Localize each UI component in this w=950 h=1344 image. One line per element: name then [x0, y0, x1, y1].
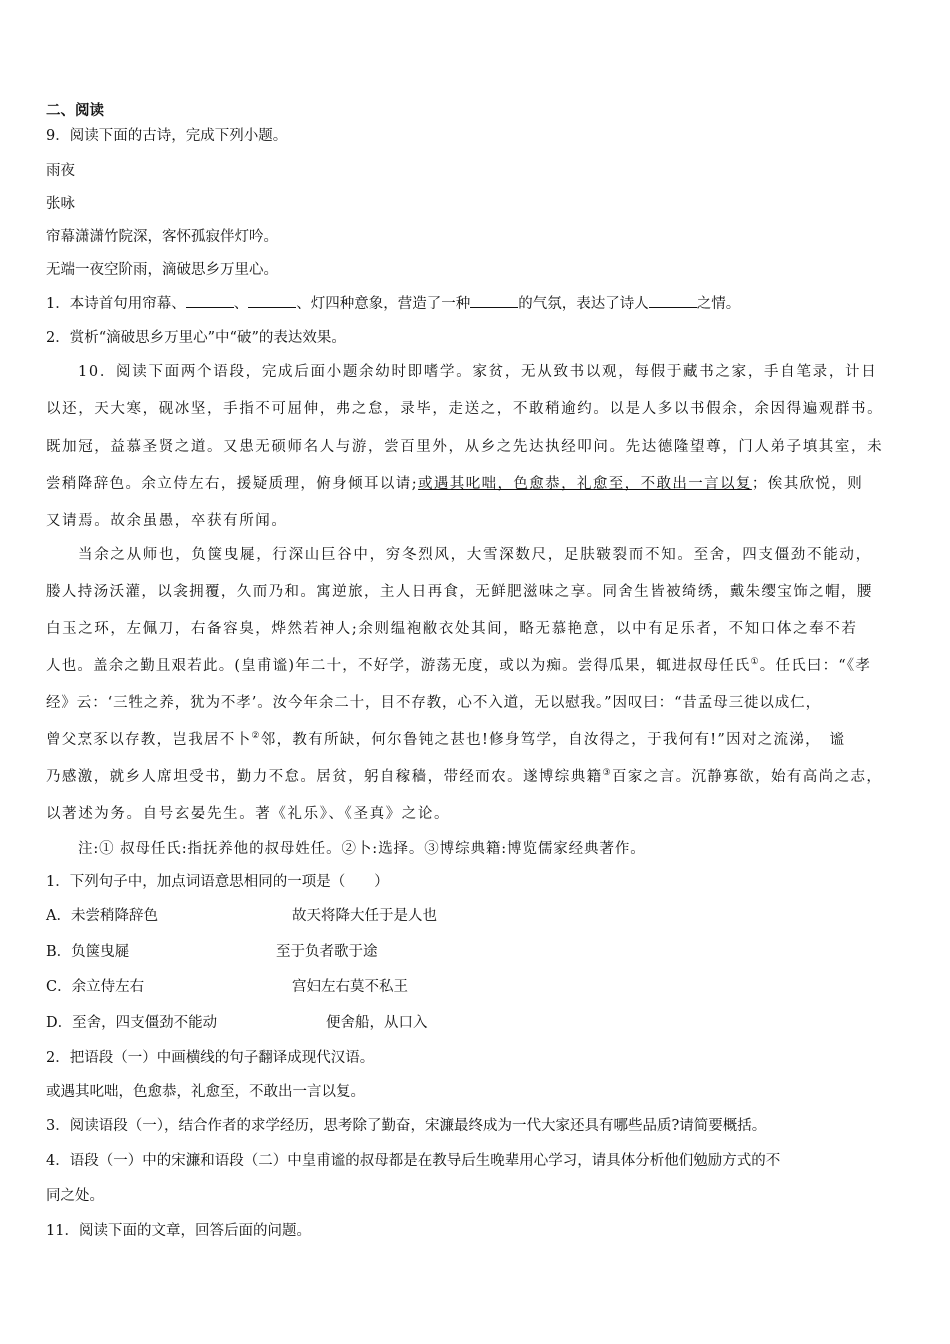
option-c-left: C．余立侍左右	[46, 979, 145, 995]
text: 10．阅读下面两个语段，完成后面小题余幼时即嗜学。家贫，无从致书以观，每假于藏书之家，手自笔录，计日	[78, 364, 878, 380]
answer-blank[interactable]	[470, 293, 518, 308]
q10-p1-line3: 既加冠，益慕圣贤之道。又患无硕师名人与游，尝百里外，从乡之先达执经叩问。先达德隆望尊，门人弟子填其室，未	[46, 439, 884, 455]
answer-blank[interactable]	[649, 293, 697, 308]
text: 曾父烹豕以存教，岂我居不卜	[46, 732, 252, 748]
q11-instruction: 11．阅读下面的文章，回答后面的问题。	[46, 1223, 311, 1239]
footnote: 注:① 叔母任氏:指抚养他的叔母姓任。②卜:选择。③博综典籍:博览儒家经典著作。	[78, 841, 646, 857]
poem-title: 雨夜	[46, 163, 75, 179]
q9-sub1	[46, 293, 740, 315]
q9-sub1-part-b: 、	[233, 296, 249, 312]
q10-sub1: 1．下列句子中，加点词语意思相同的一项是（ ）	[46, 874, 389, 890]
q10-p1-line5: 又请焉。故余虽愚，卒获有所闻。	[46, 513, 288, 529]
answer-blank[interactable]	[186, 293, 234, 308]
text: ；俟其欣悦，则	[751, 476, 864, 492]
q10-p1-line2: 以还，天大寒，砚冰坚，手指不可屈伸，弗之怠，录毕，走送之，不敢稍逾约。以是人多以书假余，余因得遍观群书。	[46, 401, 884, 417]
text: 邻，教有所缺，何尔鲁钝之甚也!修身笃学，自汝得之，于我何有!”因对之流涕， 谧	[260, 732, 846, 748]
option-d-left: D．至舍，四支僵劲不能动	[46, 1015, 218, 1031]
q10-sub3: 3．阅读语段（一），结合作者的求学经历，思考除了勤奋，宋濂最终成为一代大家还具有哪些品质?请简要概括。	[46, 1118, 767, 1134]
text: 。任氏曰：“《孝	[759, 658, 872, 674]
q9-sub1-part-d: 的气氛，表达了诗人	[518, 296, 649, 312]
section-title: 二、阅读	[46, 102, 104, 119]
q9-sub2: 2．赏析“滴破思乡万里心”中“破”的表达效果。	[46, 330, 346, 346]
option-a-left: A．未尝稍降辞色	[46, 908, 158, 924]
poem-line-1: 帘幕潇潇竹院深，客怀孤寂伴灯吟。	[46, 229, 278, 245]
text: 百家之言。沉静寡欲，始有高尚之志，	[611, 769, 883, 785]
option-d-right: 便舍船，从口入	[326, 1015, 428, 1031]
footnote-mark: ③	[602, 768, 612, 779]
q10-sub4-line1: 4．语段（一）中的宋濂和语段（二）中皇甫谧的叔母都是在教导后生晚辈用心学习，请具体分析他们勉励方式的不	[46, 1153, 781, 1169]
text: 人也。盖余之勤且艰若此。(皇甫谧)年二十，不好学，游荡无度，或以为痴。尝得瓜果，辄进叔母任氏	[46, 658, 751, 674]
footnote-mark: ②	[251, 731, 261, 742]
q9-sub1-part-e: 之情。	[696, 296, 741, 312]
q10-p2-line7	[46, 766, 882, 788]
option-b-right: 至于负者歌于途	[276, 944, 378, 960]
q10-p1-line4	[46, 473, 863, 495]
text: 乃感激，就乡人席坦受书，勤力不怠。居贫，躬自稼穑，带经而农。遂博综典籍	[46, 769, 603, 785]
q10-p1-line1	[78, 361, 904, 383]
footnote-mark: ①	[750, 657, 760, 668]
q9-instruction: 9．阅读下面的古诗，完成下列小题。	[46, 128, 288, 144]
q10-p2-line5: 经》云：‘三牲之养，犹为不孝’。汝今年余二十，目不存教，心不入道，无以慰我。”因叹曰：“昔孟母三徙以成仁，	[46, 695, 821, 711]
option-b-left: B．负箧曳屣	[46, 944, 130, 960]
poem-line-2: 无端一夜空阶雨，滴破思乡万里心。	[46, 262, 278, 278]
q10-p2-line4	[46, 655, 871, 677]
q10-p2-line8: 以著述为务。自号玄晏先生。著《礼乐》、《圣真》之论。	[46, 806, 451, 822]
q10-p2-line3: 白玉之环，左佩刀，右备容臭，烨然若神人;余则缊袍敝衣处其间，略无慕艳意，以中有足乐者，不知口体之奉不若	[46, 621, 858, 637]
q10-p2-line1: 当余之从师也，负箧曳屣，行深山巨谷中，穷冬烈风，大雪深数尺，足肤皲裂而不知。至舍，四支僵劲不能动，	[78, 547, 872, 563]
q10-sub2-sentence: 或遇其叱咄，色愈恭，礼愈至，不敢出一言以复。	[46, 1084, 365, 1100]
q9-sub1-part-c: 、灯四种意象，营造了一种	[296, 296, 471, 312]
text: 尝稍降辞色。余立侍左右，援疑质理，俯身倾耳以请;	[46, 476, 418, 492]
option-c-right: 宫妇左右莫不私王	[292, 979, 408, 995]
option-a-right: 故天将降大任于是人也	[292, 908, 437, 924]
q10-sub4-line2: 同之处。	[46, 1188, 104, 1204]
q10-p2-line6	[46, 729, 845, 751]
q9-sub1-part-a: 1．本诗首句用帘幕、	[46, 296, 186, 312]
underlined-sentence: 或遇其叱咄，色愈恭，礼愈至，不敢出一言以复	[417, 476, 752, 492]
poem-author: 张咏	[46, 196, 75, 212]
answer-blank[interactable]	[248, 293, 296, 308]
q10-p2-line2: 媵人持汤沃灌，以衾拥覆，久而乃和。寓逆旅，主人日再食，无鲜肥滋味之享。同舍生皆被绮绣，戴朱缨宝饰之帽，腰	[46, 584, 873, 600]
q10-sub2: 2．把语段（一）中画横线的句子翻译成现代汉语。	[46, 1050, 375, 1066]
